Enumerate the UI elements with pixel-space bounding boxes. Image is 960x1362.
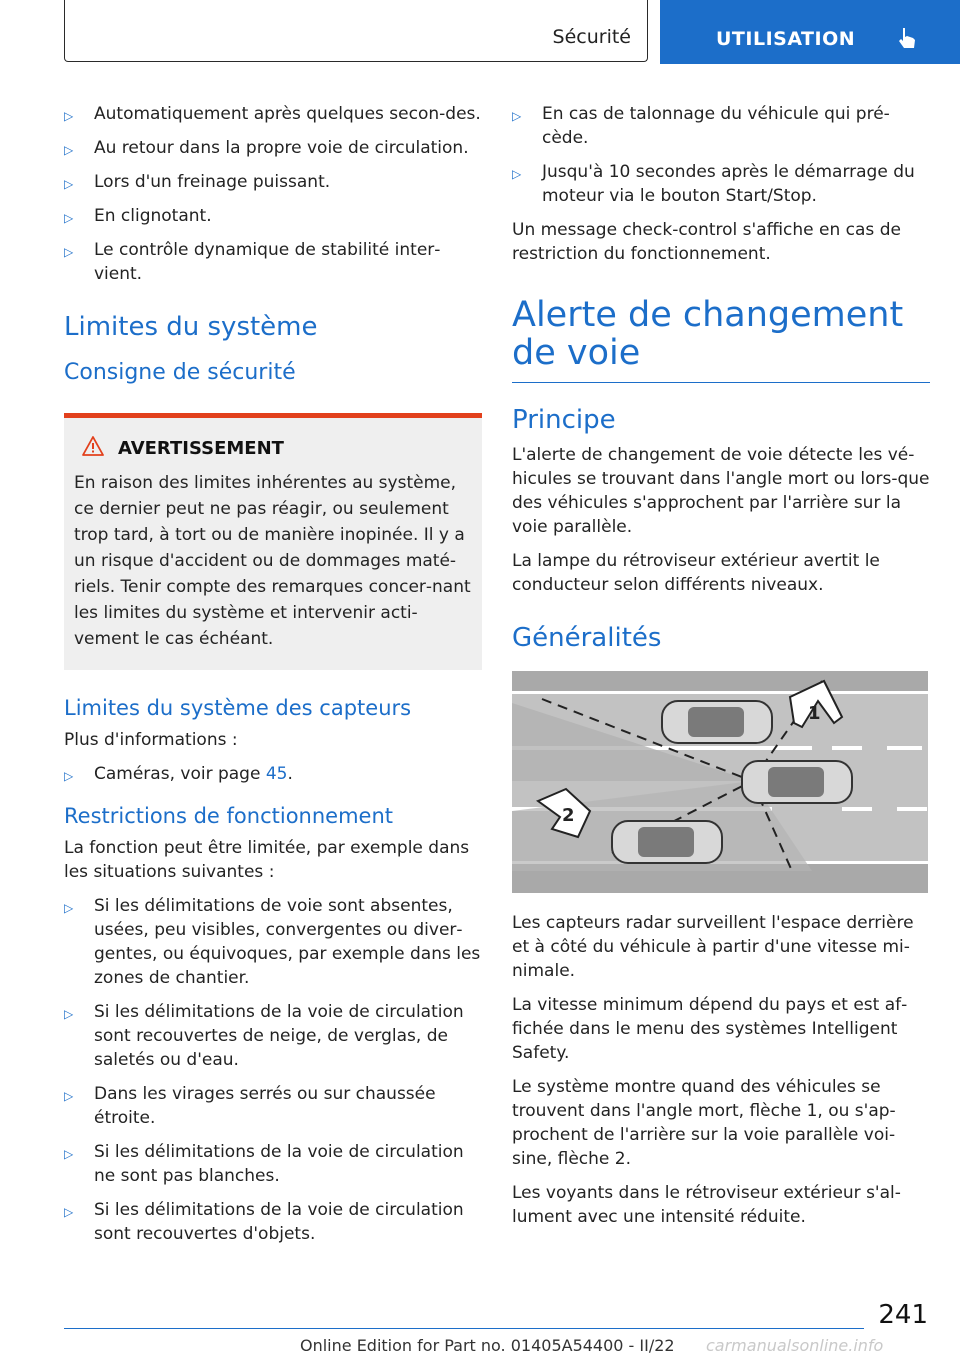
bullet-triangle-icon: ▷ [64, 1007, 74, 1021]
heading-sensor-limits: Limites du système des capteurs [64, 696, 412, 720]
bullet-triangle-icon: ▷ [512, 167, 522, 181]
list-item: ▷ Caméras, voir page 45. [64, 762, 482, 786]
list-item: ▷ En cas de talonnage du véhicule qui pré‐cède. [512, 104, 890, 148]
list-item: ▷ Automatiquement après quelques secon‐des. [64, 102, 482, 126]
bullet-triangle-icon: ▷ [64, 1205, 74, 1219]
road-illustration [512, 671, 928, 893]
heading-principle: Principe [512, 405, 616, 435]
heading-system-limits: Limites du système [64, 312, 318, 342]
header-chapter-tab [660, 0, 960, 64]
watermark: carmanualsonline.info [706, 1336, 884, 1355]
general-paragraph-1: Les capteurs radar surveillent l'espace derrière et à côté du véhicule à partir d'une vitesse mi‐nimale. [512, 913, 914, 981]
page-link-45[interactable]: 45 [265, 764, 288, 784]
right-column [512, 102, 930, 1239]
lane-change-figure [512, 671, 928, 893]
list-item: ▷ Si les délimitations de la voie de circulation sont recouvertes d'objets. [64, 1200, 464, 1244]
principle-paragraph-2: La lampe du rétroviseur extérieur avertit le conducteur selon différents niveaux. [512, 551, 880, 595]
principle-paragraph-1: L'alerte de changement de voie détecte les vé‐hicules se trouvant dans l'angle mort ou lors‐que des véhicules s'approchent par l'arrière sur la voie parallèle. [512, 445, 930, 537]
list-item: ▷ Si les délimitations de voie sont absentes, usées, peu visibles, convergentes ou diver‐gentes, ou équivoques, par exemple dans les zones de chantier. [64, 896, 481, 988]
bullet-triangle-icon: ▷ [64, 1147, 74, 1161]
arrow-2-label: 2 [562, 805, 575, 826]
pointing-hand-icon [896, 26, 918, 55]
bullet-triangle-icon: ▷ [64, 177, 74, 191]
car-icon [662, 701, 772, 743]
bullet-triangle-icon: ▷ [64, 109, 74, 123]
heading-lane-change-warning: Alerte de changement de voie [512, 296, 930, 383]
general-paragraph-3: Le système montre quand des véhicules se trouvent dans l'angle mort, flèche 1, ou s'ap‐prochent de l'arrière sur la voie parallèle voi‐sine, flèche 2. [512, 1077, 896, 1169]
header-chapter-label: UTILISATION [716, 28, 856, 50]
left-column [64, 102, 482, 1256]
list-item: ▷ En clignotant. [64, 204, 482, 228]
list-item: ▷ Le contrôle dynamique de stabilité inter‐vient. [64, 240, 441, 284]
bullet-triangle-icon: ▷ [64, 901, 74, 915]
heading-general: Généralités [512, 623, 662, 653]
header-section-box [64, 0, 648, 62]
list-item: ▷ Si les délimitations de la voie de circulation ne sont pas blanches. [64, 1142, 464, 1186]
list-item: ▷ Jusqu'à 10 secondes après le démarrage du moteur via le bouton Start/Stop. [512, 162, 915, 206]
general-paragraph-2: La vitesse minimum dépend du pays et est af‐fichée dans le menu des systèmes Intelligent Safety. [512, 995, 908, 1063]
page-number: 241 [878, 1300, 928, 1330]
warning-title: AVERTISSEMENT [118, 437, 284, 459]
check-control-text: Un message check-control s'affiche en cas de restriction du fonctionnement. [512, 220, 901, 264]
car-icon [612, 821, 722, 863]
car-icon [742, 761, 852, 803]
arrow-1-label: 1 [808, 703, 821, 724]
heading-restrictions: Restrictions de fonctionnement [64, 804, 393, 828]
bullet-triangle-icon: ▷ [64, 1089, 74, 1103]
list-item: ▷ Lors d'un freinage puissant. [64, 170, 482, 194]
bullet-triangle-icon: ▷ [64, 245, 74, 259]
footer-divider [64, 1328, 864, 1329]
restrictions-intro: La fonction peut être limitée, par exemple dans les situations suivantes : [64, 838, 470, 882]
bullet-triangle-icon: ▷ [64, 769, 74, 783]
warning-triangle-icon [82, 436, 104, 460]
warning-box [64, 413, 482, 670]
more-info-label: Plus d'informations : [64, 730, 238, 750]
list-item: ▷ Dans les virages serrés ou sur chaussée étroite. [64, 1084, 436, 1128]
general-paragraph-4: Les voyants dans le rétroviseur extérieur s'al‐lument avec une intensité réduite. [512, 1183, 901, 1227]
bullet-triangle-icon: ▷ [512, 109, 522, 123]
list-item: ▷ Si les délimitations de la voie de circulation sont recouvertes de neige, de verglas, de saletés ou d'eau. [64, 1002, 464, 1070]
footer-edition: Online Edition for Part no. 01405A54400 - II/22 [300, 1336, 675, 1355]
list-item: ▷ Au retour dans la propre voie de circulation. [64, 136, 482, 160]
bullet-triangle-icon: ▷ [64, 211, 74, 225]
bullet-triangle-icon: ▷ [64, 143, 74, 157]
heading-safety-note: Consigne de sécurité [64, 360, 296, 385]
header-section-title: Sécurité [552, 26, 631, 48]
warning-text: En raison des limites inhérentes au système, ce dernier peut ne pas réagir, ou seulement trop tard, à tort ou de manière inopinée. Il y a un risque d'accident ou de dommages maté‐riels. Tenir compte des remarques concer‐nant les limites du système et intervenir acti‐vement le cas échéant. [74, 473, 471, 649]
